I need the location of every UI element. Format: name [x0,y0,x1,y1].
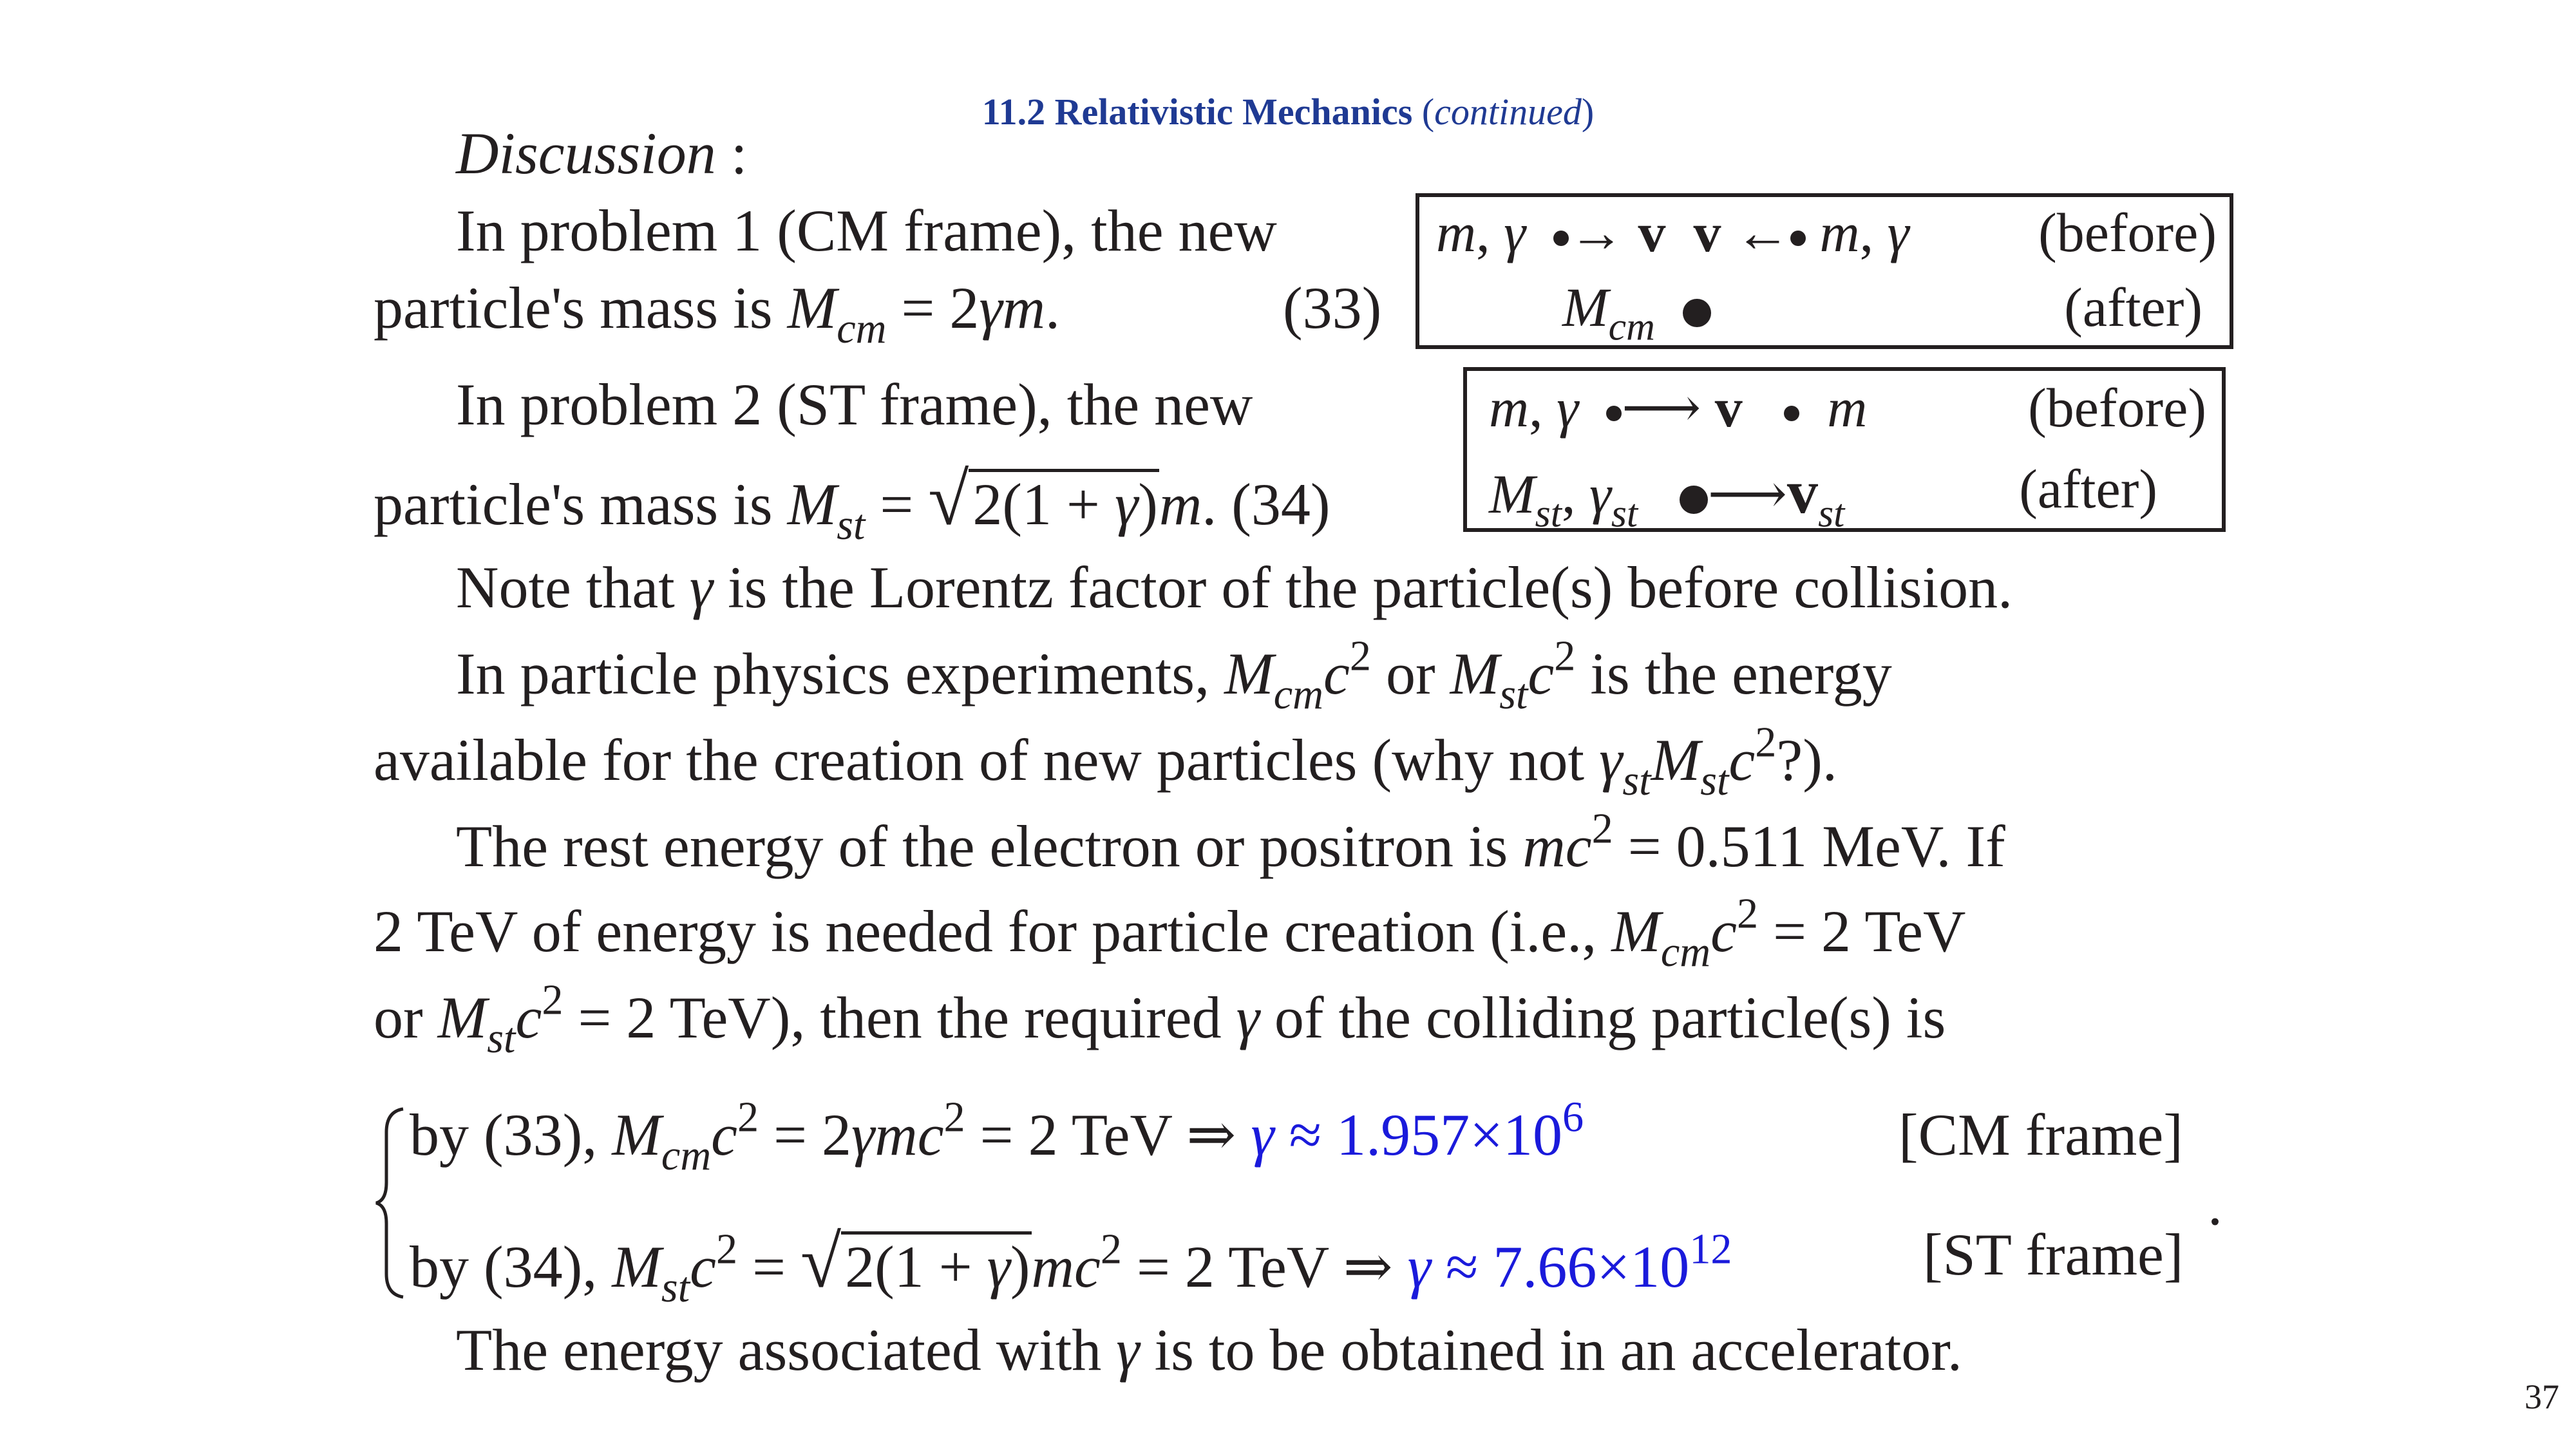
st-frame-label: [ST frame] [1923,1222,2184,1287]
available-line: available for the creation of new particles (why not $\gamma_{st}M_{st}c^2$?). [374,719,1837,805]
particle-dot-icon [1784,406,1799,421]
page-number: 37 [2524,1378,2559,1416]
particle-dot-icon [1683,299,1711,327]
slide-header: 11.2 Relativistic Mechanics (continued) [981,91,1595,133]
particle-dot-icon [1553,231,1569,246]
left-brace-icon [372,1106,411,1300]
after-label: (after) [2064,276,2202,338]
particle-dot-icon [1790,231,1806,246]
cm-frame-label: [CM frame] [1899,1102,2183,1168]
problem2-line2: particle's mass is $M_{st} = √2(1 + \gamma)m$. (34) [374,459,1331,549]
discussion-heading: Discussion : [456,120,748,186]
diagram-st-frame: m, γ ⟶ v m (before) $M_{st}$, $\gamma_{st}$ $⟶v_{st}$ (after) [1463,367,2226,532]
diagram-cm-frame: m, γ → v v ← m, γ (before) $M_{cm}$ (after) [1416,193,2233,349]
tev-line: 2 TeV of energy is needed for particle creation (i.e., $M_{cm}c^2 = 2$ TeV [374,890,1966,976]
eq33-label: (33) [1283,275,1382,341]
particle-dot-icon [1680,486,1708,514]
note-line: Note that γ is the Lorentz factor of the particle(s) before collision. [456,554,2013,620]
particle-dot-icon [1606,406,1622,421]
rest-energy-line: The rest energy of the electron or positron is $mc^2 = 0.511$ MeV. If [456,805,2005,879]
before-label: (before) [2028,377,2206,439]
case-st-equation: by (34), $M_{st}c^2 = √2(1 + \gamma)mc^2 = 2$ TeV ⇒ $\gamma \approx 7.66\times 10^{12}$ [410,1221,1732,1312]
st-gamma-result: $\gamma \approx 7.66\times 10^{12}$ [1407,1226,1732,1300]
problem2-line1: In problem 2 (ST frame), the new [456,372,1253,437]
final-line: The energy associated with γ is to be obtained in an accelerator. [456,1317,1962,1383]
problem1-line1: In problem 1 (CM frame), the new [456,198,1277,263]
period-mark: . [2208,1171,2222,1237]
after-label: (after) [2019,458,2157,520]
or-line: or $M_{st}c^2 = 2$ TeV), then the required γ of the colliding particle(s) is [374,976,1946,1063]
continued-label: continued [1434,91,1582,133]
problem1-line2: particle's mass is $M_{cm} = 2\gamma m$. [374,275,1061,353]
before-label: (before) [2038,202,2217,263]
case-cm-equation: by (33), $M_{cm}c^2 = 2\gamma mc^2 = 2$ TeV ⇒ $\gamma \approx 1.957\times 10^6$ [410,1094,1584,1180]
section-title: 11.2 Relativistic Mechanics [981,91,1413,133]
particle-physics-line: In particle physics experiments, $M_{cm}c^2$ or $M_{st}c^2$ is the energy [456,632,1892,719]
cm-gamma-result: $\gamma \approx 1.957\times 10^6$ [1251,1094,1584,1168]
